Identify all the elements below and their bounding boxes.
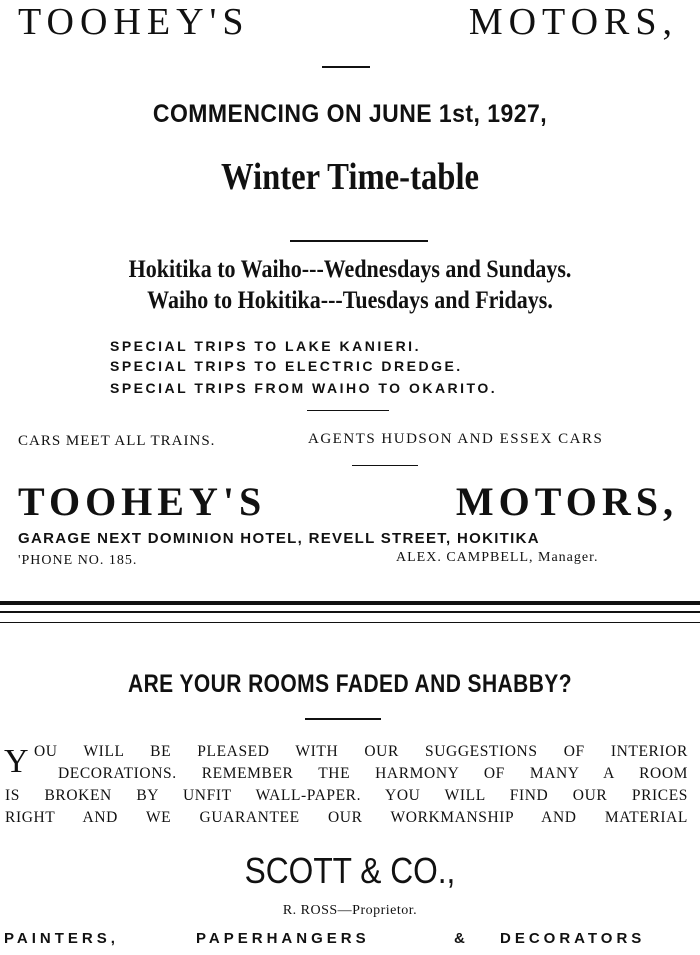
divider [305,718,381,720]
commencing-date: COMMENCING ON JUNE 1st, 1927, [152,100,548,128]
divider [352,465,418,466]
drop-cap: Y [4,743,29,780]
special-trip-line: SPECIAL TRIPS TO ELECTRIC DREDGE. [110,358,463,374]
trade-item: PAPERHANGERS [196,930,370,947]
proprietor-line: R. ROSS—Proprietor. [282,903,418,918]
cars-meet-notice: CARS MEET ALL TRAINS. [18,433,216,449]
divider [322,66,370,68]
route-line: Hokitika to Waiho---Wednesdays and Sundays. [128,256,572,283]
section-separator [0,601,700,605]
divider [290,240,428,242]
body-text-line: DECORATIONS. REMEMBER THE HARMONY OF MANY A ROOM [58,765,688,782]
body-text-line: OU WILL BE PLEASED WITH OUR SUGGESTIONS OF INTERIOR [34,743,688,760]
phone-number: 'PHONE NO. 185. [18,553,138,568]
section-separator [0,611,700,613]
trade-item: PAINTERS, [4,930,119,947]
advert-title: TOOHEY'S MOTORS, [18,1,678,43]
timetable-heading: Winter Time-table [220,156,480,198]
trade-item: DECORATORS [500,930,646,947]
route-line: Waiho to Hokitika---Tuesdays and Fridays. [147,287,553,314]
body-text-line: RIGHT AND WE GUARANTEE OUR WORKMANSHIP AND MATERIAL [5,809,688,826]
special-trip-line: SPECIAL TRIPS FROM WAIHO TO OKARITO. [110,380,498,396]
firm-name: SCOTT & CO., [244,850,456,891]
body-text-line: IS BROKEN BY UNFIT WALL-PAPER. YOU WILL FIND OUR PRICES [5,787,688,804]
manager-name: ALEX. CAMPBELL, Manager. [396,550,599,565]
agents-notice: AGENTS HUDSON AND ESSEX CARS [308,431,604,447]
section-separator [0,622,700,623]
advert-title-repeat: TOOHEY'S MOTORS, [18,479,678,524]
divider [307,410,389,411]
advert-headline: ARE YOUR ROOMS FADED AND SHABBY? [128,670,572,698]
trade-item: & [454,930,469,947]
special-trip-line: SPECIAL TRIPS TO LAKE KANIERI. [110,338,421,354]
garage-address: GARAGE NEXT DOMINION HOTEL, REVELL STREET, HOKITIKA [18,530,540,547]
